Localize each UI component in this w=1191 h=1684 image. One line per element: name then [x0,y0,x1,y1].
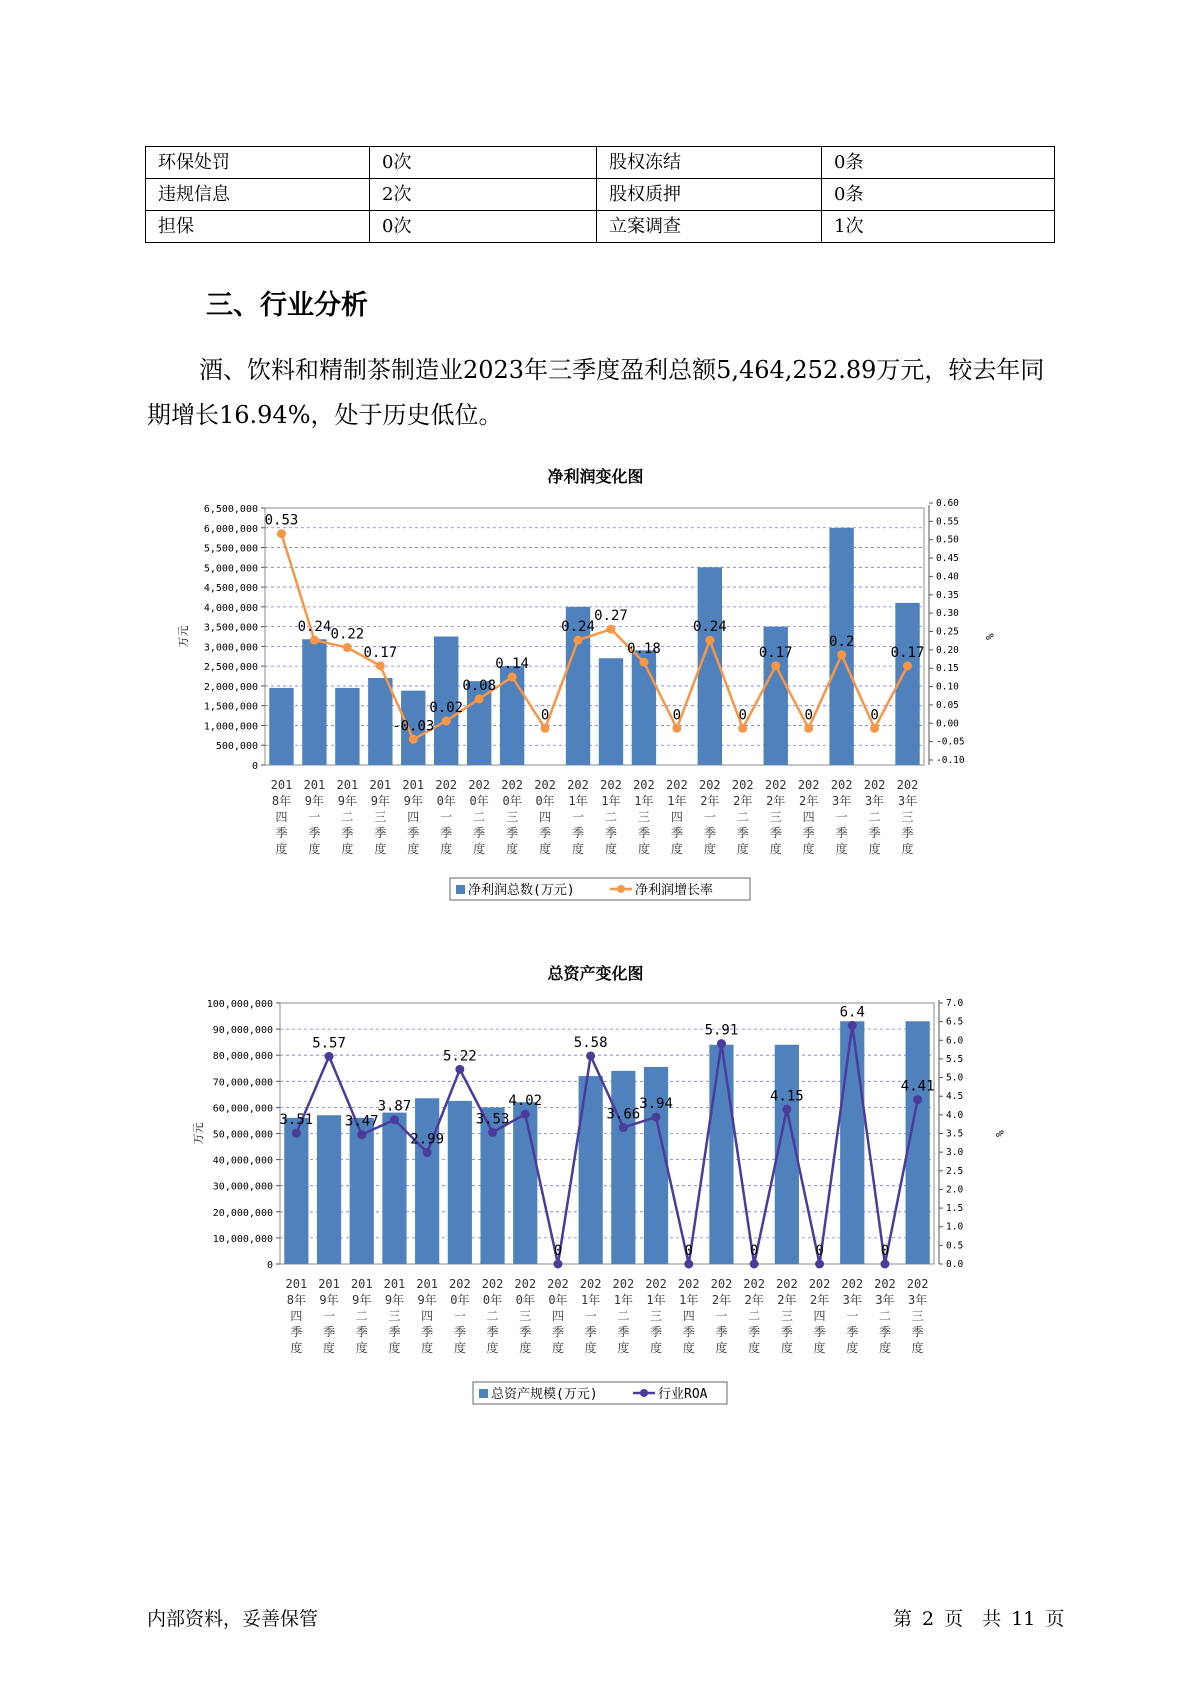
data-label: 0 [870,707,879,724]
data-label: 0.2 [828,633,855,650]
y-tick-label-left: 30,000,000 [212,1181,273,1193]
body-paragraph: 酒、饮料和精制茶制造业2023年三季度盈利总额5,464,252.89万元，较去年同期增长16.94%，处于历史低位。 [147,356,1045,429]
y-tick-label-left: 60,000,000 [212,1103,273,1115]
x-tick-label: 201 9年四季度 [402,778,425,856]
data-label: 3.47 [344,1113,379,1130]
chart-title-total-assets: 总资产变化图 [547,964,644,983]
data-label: 0 [738,707,747,724]
y-tick-label-right: -0.05 [936,736,965,748]
y-tick-label-right: 7.0 [946,998,964,1009]
y-tick-label-left: 2,000,000 [203,681,258,693]
x-tick-label: 202 3年二季度 [863,778,886,856]
bar [350,1118,374,1264]
line-point [423,1148,432,1157]
legend-label-line: 行业ROA [658,1387,708,1402]
table-row [146,211,1055,243]
x-tick-label: 202 2年一季度 [698,778,721,856]
line-point [325,1052,334,1061]
x-tick-label: 202 2年二季度 [731,778,754,856]
bar [269,688,293,765]
x-tick-label: 202 3年三季度 [896,778,919,856]
y-tick-label-right: 4.5 [946,1091,964,1103]
y-tick-label-left: 10,000,000 [212,1233,273,1245]
line-point [903,661,912,670]
line-point [455,1065,464,1074]
x-tick-label: 202 2年二季度 [743,1277,765,1355]
x-tick-label: 202 2年三季度 [764,778,787,856]
bar [513,1102,537,1264]
line-point [870,724,879,733]
total-assets-chart [0,995,1191,1435]
line-point [606,625,615,634]
y-tick-label-right: 4.0 [946,1109,964,1121]
line-point [292,1129,301,1138]
y-tick-label-right: 0.50 [936,534,959,546]
y-tick-label-left: 50,000,000 [212,1129,273,1141]
data-label: 0 [880,1243,890,1259]
x-tick-label: 201 9年二季度 [336,778,359,856]
data-label: 0.02 [429,699,464,716]
data-label: 5.57 [312,1035,346,1052]
line-point [390,1115,399,1124]
y-tick-label-right: 0.20 [936,644,959,656]
table-cell: 0次 [370,211,597,243]
line-point [913,1095,922,1104]
line-point [574,636,583,645]
y-tick-label-left: 5,000,000 [203,563,258,575]
x-tick-label: 202 0年一季度 [449,1277,471,1355]
bar [284,1118,308,1264]
data-label: 0.17 [758,644,793,661]
x-tick-label: 201 9年三季度 [383,1277,406,1355]
legend-label-line: 净利润增长率 [635,883,714,898]
bar [632,650,656,765]
y-axis-title-right: % [993,1130,1006,1137]
bar [415,1098,439,1264]
x-tick-label: 202 3年二季度 [874,1277,896,1355]
table-cell: 1次 [822,211,1055,243]
table-cell: 股权质押 [597,179,822,211]
y-tick-label-right: 0.45 [936,553,959,565]
x-tick-label: 202 1年二季度 [612,1277,635,1355]
data-label: 0 [815,1243,824,1259]
y-tick-label-right: 3.0 [946,1147,964,1159]
legend-swatch-line-dot [617,885,625,893]
line-point [475,694,484,703]
data-label: 3.94 [639,1096,673,1113]
data-label: 0.27 [594,608,628,625]
y-tick-label-left: 90,000,000 [212,1025,273,1037]
chart-title-net-profit: 净利润变化图 [547,467,644,486]
x-tick-label: 202 2年四季度 [808,1277,831,1355]
line-point [815,1260,824,1269]
y-tick-label-left: 0 [251,761,258,772]
y-axis-title-right: % [983,633,996,640]
x-tick-label: 202 1年三季度 [633,778,655,856]
x-tick-label: 202 1年四季度 [677,1277,700,1355]
line-point [541,724,550,733]
x-tick-label: 202 3年三季度 [906,1277,929,1355]
line-point [619,1123,628,1132]
y-tick-label-right: 0.5 [946,1240,964,1252]
data-label: 0 [684,1243,693,1259]
data-label: 0.24 [561,619,595,636]
data-label: 3.51 [279,1112,314,1129]
data-label: 0.17 [363,644,398,661]
y-tick-label-right: 5.5 [946,1053,964,1065]
x-tick-label: 201 9年一季度 [303,778,326,856]
section-title: 三、行业分析 [206,290,368,321]
bar [335,688,359,765]
x-tick-label: 202 3年一季度 [830,778,853,856]
y-tick-label-left: 6,500,000 [203,504,258,515]
line-point [837,650,846,659]
legend-swatch-bar [456,885,465,894]
bar [448,1101,472,1264]
data-label: 0 [749,1243,759,1259]
bar [302,639,326,765]
line-point [639,658,648,667]
y-tick-label-left: 500,000 [215,741,258,753]
y-tick-label-left: 4,000,000 [203,602,258,614]
line-point [357,1130,366,1139]
line-point [652,1113,661,1122]
y-tick-label-left: 70,000,000 [212,1077,273,1089]
line-point [376,661,385,670]
legend-label-bar: 总资产规模(万元) [491,1387,598,1402]
line-point [672,724,681,733]
y-tick-label-right: 0.60 [936,498,959,509]
table-cell: 违规信息 [146,179,370,211]
data-label: 0 [540,707,550,724]
y-tick-label-left: 80,000,000 [212,1051,273,1063]
x-tick-label: 202 0年一季度 [435,778,458,856]
table-cell: 担保 [146,211,370,243]
data-label: 0.24 [297,619,332,636]
line-point [488,1128,497,1137]
y-tick-label-left: 6,000,000 [203,523,258,535]
y-axis-title-left: 万元 [192,1122,205,1145]
line-point [508,672,517,681]
y-tick-label-right: 0.40 [936,571,959,583]
data-label: 0 [672,707,682,724]
data-label: 6.4 [839,1004,865,1021]
legend-swatch-line-dot [640,1389,648,1397]
table-cell: 0条 [822,147,1055,179]
table-cell: 股权冻结 [597,147,822,179]
y-tick-label-right: 2.5 [946,1165,964,1177]
data-label: 0 [804,707,813,724]
data-label: 0.22 [330,626,365,643]
data-label: 5.22 [442,1048,477,1065]
y-tick-label-right: 5.0 [946,1072,964,1084]
page-number: 第 2 页 共 11 页 [893,1608,1065,1630]
table-row [146,179,1055,211]
bar [382,1113,406,1264]
bar [709,1045,733,1264]
y-tick-label-left: 1,500,000 [203,701,258,713]
line-point [717,1039,726,1048]
x-tick-label: 202 0年二季度 [481,1277,504,1355]
y-tick-label-right: -0.10 [936,755,965,766]
data-label: 0.24 [692,619,727,636]
net-profit-chart [0,500,1191,940]
y-tick-label-right: 0.05 [936,699,959,711]
data-label: 0.53 [264,512,299,529]
data-label: 5.58 [573,1034,608,1051]
line-point [848,1021,857,1030]
y-axis-title-left: 万元 [177,625,190,648]
line-point [310,636,319,645]
y-tick-label-right: 0.55 [936,516,959,528]
y-tick-label-left: 2,500,000 [203,662,258,674]
footer-note: 内部资料，妥善保管 [147,1608,319,1630]
data-label: 4.41 [900,1078,935,1095]
y-tick-label-right: 0.25 [936,626,959,638]
line-point [771,661,780,670]
y-tick-label-left: 3,000,000 [203,642,258,654]
y-tick-label-left: 1,000,000 [203,721,258,733]
legend-label-bar: 净利润总数(万元) [468,883,575,898]
table-cell: 立案调查 [597,211,822,243]
y-tick-label-right: 1.0 [946,1221,964,1233]
y-tick-label-right: 0.0 [946,1259,964,1270]
x-tick-label: 202 2年三季度 [776,1277,798,1355]
data-label: 3.53 [475,1111,510,1128]
table-cell: 0次 [370,147,597,179]
y-tick-label-right: 1.5 [946,1203,964,1215]
data-label: -0.03 [392,718,435,735]
y-tick-label-right: 0.10 [936,681,959,693]
data-label: 2.99 [410,1131,445,1148]
data-label: 3.66 [606,1106,641,1123]
table-row [146,147,1055,179]
data-label: 4.15 [769,1088,804,1105]
line-point [738,724,747,733]
data-label: 3.87 [377,1098,412,1115]
line-point [553,1260,562,1269]
line-point [804,724,813,733]
x-tick-label: 201 9年三季度 [369,778,392,856]
x-tick-label: 202 1年一季度 [567,778,589,856]
y-tick-label-right: 0.15 [936,663,959,675]
data-label: 0.14 [495,655,529,672]
x-tick-label: 202 0年二季度 [468,778,491,856]
line-point [880,1260,889,1269]
y-tick-label-left: 4,500,000 [203,583,258,595]
x-tick-label: 201 8年四季度 [285,1277,308,1355]
y-tick-label-right: 2.0 [946,1184,964,1196]
bar [317,1115,341,1264]
y-tick-label-left: 20,000,000 [212,1207,273,1219]
y-tick-label-left: 100,000,000 [206,999,273,1010]
y-tick-label-left: 40,000,000 [212,1155,273,1167]
x-tick-label: 202 1年二季度 [600,778,622,856]
line-point [442,716,451,725]
bar [840,1021,864,1264]
x-tick-label: 202 2年四季度 [797,778,820,856]
table-cell: 环保处罚 [146,147,370,179]
x-tick-label: 202 0年三季度 [501,778,523,856]
data-label: 4.02 [508,1093,543,1110]
x-tick-label: 201 9年一季度 [318,1277,340,1355]
line-point [782,1105,791,1114]
table-cell: 0条 [822,179,1055,211]
x-tick-label: 202 3年一季度 [841,1277,864,1355]
x-tick-label: 202 0年三季度 [514,1277,537,1355]
data-label: 0.17 [890,644,925,661]
y-tick-label-right: 3.5 [946,1128,964,1140]
y-tick-label-right: 0.00 [936,718,959,730]
y-tick-label-left: 5,500,000 [203,543,258,555]
x-tick-label: 201 9年二季度 [350,1277,373,1355]
y-tick-label-left: 3,500,000 [203,622,258,634]
data-label: 5.91 [704,1022,739,1039]
x-tick-label: 202 1年一季度 [579,1277,602,1355]
x-tick-label: 202 2年一季度 [710,1277,733,1355]
y-tick-label-left: 0 [266,1260,273,1271]
line-point [684,1260,693,1269]
y-tick-label-right: 0.35 [936,589,959,601]
line-point [521,1110,530,1119]
table-cell: 2次 [370,179,597,211]
line-point [586,1051,595,1060]
line-point [750,1260,759,1269]
data-label: 0.08 [462,677,497,694]
line-point [705,636,714,645]
info-table [145,146,1055,243]
bar [368,678,392,765]
bar [611,1071,635,1264]
y-tick-label-right: 6.0 [946,1035,964,1047]
data-label: 0 [553,1243,563,1259]
data-label: 0.18 [627,641,661,658]
line-point [343,643,352,652]
y-tick-label-right: 6.5 [946,1016,964,1028]
x-tick-label: 202 0年四季度 [547,1277,569,1355]
x-tick-label: 202 1年三季度 [645,1277,667,1355]
legend-swatch-bar [479,1389,488,1398]
line-point [277,529,286,538]
x-tick-label: 202 1年四季度 [666,778,688,856]
x-tick-label: 202 0年四季度 [534,778,556,856]
x-tick-label: 201 9年四季度 [416,1277,438,1355]
bar [599,658,623,765]
x-tick-label: 201 8年四季度 [270,778,293,856]
y-tick-label-right: 0.30 [936,608,959,620]
line-point [409,735,418,744]
